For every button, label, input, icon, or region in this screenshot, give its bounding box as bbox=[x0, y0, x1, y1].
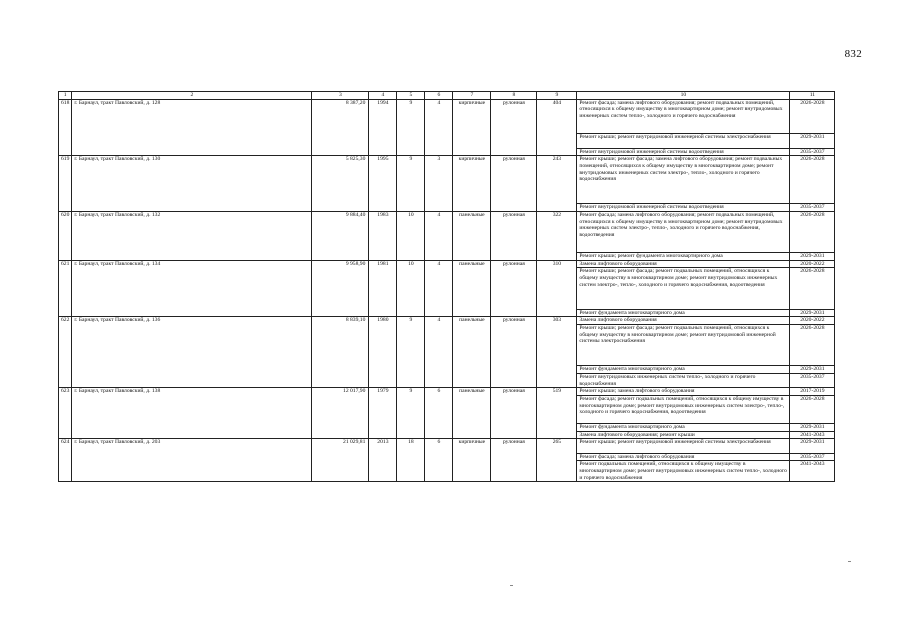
work-description: Замена лифтового оборудования bbox=[577, 260, 790, 268]
year-cell: 1981 bbox=[369, 260, 397, 317]
row-number: 621 bbox=[59, 260, 72, 317]
work-description: Ремонт крыши; ремонт фасада; ремонт подвальных помещений, относящихся к общему имуществу в многоквартирном доме; ремонт внутридомовых инженерных систем электро-, тепло-, холодного и горячего водоснабжения, водоотведения bbox=[577, 268, 790, 309]
work-period: 2026-2028 bbox=[790, 325, 835, 366]
walls-cell: панельные bbox=[453, 317, 491, 388]
work-period: 2029-2031 bbox=[790, 253, 835, 261]
entrances-cell: 4 bbox=[425, 260, 453, 317]
apartments-cell: 322 bbox=[537, 211, 577, 260]
roof-cell: рулонная bbox=[491, 156, 537, 212]
scan-mark bbox=[848, 561, 851, 562]
apartments-cell: 310 bbox=[537, 260, 577, 317]
roof-cell: рулонная bbox=[491, 317, 537, 388]
table-row bbox=[59, 388, 835, 396]
year-cell: 1994 bbox=[369, 99, 397, 156]
row-number: 624 bbox=[59, 439, 72, 482]
col-header: 7 bbox=[453, 92, 491, 100]
walls-cell: кирпичные bbox=[453, 99, 491, 156]
entrances-cell: 4 bbox=[425, 211, 453, 260]
work-description: Ремонт крыши; ремонт фасада; замена лифтового оборудования; ремонт подвальных помещений, относящихся к общему имуществу в многоквартирном доме; ремонт внутридомовых инженерных систем электро-, тепло-, холодного и горячего водоснабжения bbox=[577, 156, 790, 204]
address-cell: г. Барнаул, тракт Павловский, д. 136 bbox=[72, 317, 312, 388]
work-description: Ремонт крыши; ремонт фасада; ремонт подвальных помещений, относящихся к общему имуществу в многоквартирном доме; ремонт внутридомовой инженерной системы электроснабжения bbox=[577, 325, 790, 366]
table-row bbox=[59, 439, 835, 453]
apartments-cell: 404 bbox=[537, 99, 577, 156]
area-cell: 9 958,90 bbox=[312, 260, 369, 317]
walls-cell: кирпичные bbox=[453, 156, 491, 212]
work-description: Ремонт фасада; замена лифтового оборудования bbox=[577, 453, 790, 461]
col-header: 8 bbox=[491, 92, 537, 100]
col-header: 11 bbox=[790, 92, 835, 100]
year-cell: 1980 bbox=[369, 317, 397, 388]
area-cell: 12 017,90 bbox=[312, 388, 369, 439]
roof-cell: рулонная bbox=[491, 260, 537, 317]
work-period: 2026-2028 bbox=[790, 99, 835, 134]
work-period: 2026-2028 bbox=[790, 211, 835, 252]
entrances-cell: 6 bbox=[425, 388, 453, 439]
work-period: 2029-2031 bbox=[790, 309, 835, 317]
work-description: Ремонт фундамента многоквартирного дома bbox=[577, 366, 790, 374]
page-number: 832 bbox=[844, 48, 862, 60]
roof-cell: рулонная bbox=[491, 211, 537, 260]
col-header: 5 bbox=[397, 92, 425, 100]
roof-cell: рулонная bbox=[491, 388, 537, 439]
area-cell: 5 825,30 bbox=[312, 156, 369, 212]
roof-cell: рулонная bbox=[491, 99, 537, 156]
table-row bbox=[59, 211, 835, 252]
roof-cell: рулонная bbox=[491, 439, 537, 482]
walls-cell: панельные bbox=[453, 388, 491, 439]
floors-cell: 10 bbox=[397, 211, 425, 260]
row-number: 620 bbox=[59, 211, 72, 260]
apartments-cell: 243 bbox=[537, 156, 577, 212]
work-description: Ремонт фасада; замена лифтового оборудования; ремонт подвальных помещений, относящихся к общему имуществу в многоквартирном доме; ремонт внутридомовых инженерных систем тепло-, холодного и горячего водоснабжения bbox=[577, 99, 790, 134]
col-header: 2 bbox=[72, 92, 312, 100]
col-header: 3 bbox=[312, 92, 369, 100]
work-period: 2035-2037 bbox=[790, 453, 835, 461]
floors-cell: 9 bbox=[397, 317, 425, 388]
table-wrapper bbox=[58, 91, 835, 482]
table-row bbox=[59, 317, 835, 325]
area-cell: 8 387,20 bbox=[312, 99, 369, 156]
work-period: 2035-2037 bbox=[790, 204, 835, 212]
work-description: Ремонт фундамента многоквартирного дома bbox=[577, 309, 790, 317]
floors-cell: 9 bbox=[397, 156, 425, 212]
scan-mark bbox=[510, 585, 513, 586]
work-period: 2029-2031 bbox=[790, 134, 835, 148]
work-description: Ремонт внутридомовой инженерной системы водоотведения bbox=[577, 204, 790, 212]
entrances-cell: 4 bbox=[425, 99, 453, 156]
work-period: 2035-2037 bbox=[790, 148, 835, 156]
work-period: 2026-2028 bbox=[790, 396, 835, 424]
work-period: 2017-2019 bbox=[790, 388, 835, 396]
address-cell: г. Барнаул, тракт Павловский, д. 138 bbox=[72, 388, 312, 439]
year-cell: 2013 bbox=[369, 439, 397, 482]
entrances-cell: 3 bbox=[425, 156, 453, 212]
work-period: 2035-2037 bbox=[790, 373, 835, 387]
row-number: 618 bbox=[59, 99, 72, 156]
address-cell: г. Барнаул, тракт Павловский, д. 128 bbox=[72, 99, 312, 156]
col-header: 10 bbox=[577, 92, 790, 100]
col-header: 9 bbox=[537, 92, 577, 100]
work-period: 2029-2031 bbox=[790, 366, 835, 374]
work-description: Ремонт подвальных помещений, относящихся к общему имуществу в многоквартирном доме; ремонт внутридомовых инженерных систем тепло-, холодного и горячего водоснабжения bbox=[577, 461, 790, 482]
table-row bbox=[59, 260, 835, 268]
year-cell: 1983 bbox=[369, 211, 397, 260]
address-cell: г. Барнаул, тракт Павловский, д. 134 bbox=[72, 260, 312, 317]
floors-cell: 9 bbox=[397, 388, 425, 439]
walls-cell: кирпичные bbox=[453, 439, 491, 482]
work-period: 2020-2022 bbox=[790, 317, 835, 325]
col-header: 4 bbox=[369, 92, 397, 100]
apartments-cell: 303 bbox=[537, 317, 577, 388]
work-description: Ремонт фасада; замена лифтового оборудования; ремонт подвальных помещений, относящихся к общему имуществу в многоквартирном доме; ремонт внутридомовых инженерных систем электро-, тепло-, холодного и горячего водоснабжения, водоотведения bbox=[577, 211, 790, 252]
work-description: Замена лифтового оборудования bbox=[577, 317, 790, 325]
entrances-cell: 6 bbox=[425, 439, 453, 482]
work-period: 2029-2031 bbox=[790, 439, 835, 453]
year-cell: 1995 bbox=[369, 156, 397, 212]
work-description: Замена лифтового оборудования; ремонт крыши bbox=[577, 431, 790, 439]
work-period: 2026-2028 bbox=[790, 156, 835, 204]
address-cell: г. Барнаул, тракт Павловский, д. 132 bbox=[72, 211, 312, 260]
area-cell: 9 884,40 bbox=[312, 211, 369, 260]
work-description: Ремонт внутридомовых инженерных систем тепло-, холодного и горячего водоснабжения bbox=[577, 373, 790, 387]
row-number: 619 bbox=[59, 156, 72, 212]
row-number: 623 bbox=[59, 388, 72, 439]
year-cell: 1979 bbox=[369, 388, 397, 439]
capital-repair-table bbox=[58, 91, 835, 482]
work-description: Ремонт крыши; ремонт внутридомовой инженерной системы электроснабжения bbox=[577, 439, 790, 453]
header-row bbox=[59, 92, 835, 100]
address-cell: г. Барнаул, тракт Павловский, д. 130 bbox=[72, 156, 312, 212]
work-description: Ремонт внутридомовой инженерной системы водоотведения bbox=[577, 148, 790, 156]
work-description: Ремонт фасада; ремонт подвальных помещений, относящихся к общему имуществу в многоквартирном доме; ремонт внутридомовых инженерных систем электро-, тепло-, холодного и горячего водоснабжения, водоотведения bbox=[577, 396, 790, 424]
table-row bbox=[59, 99, 835, 134]
walls-cell: панельные bbox=[453, 211, 491, 260]
floors-cell: 10 bbox=[397, 260, 425, 317]
work-description: Ремонт фундамента многоквартирного дома bbox=[577, 423, 790, 431]
col-header: 6 bbox=[425, 92, 453, 100]
area-cell: 21 029,81 bbox=[312, 439, 369, 482]
area-cell: 8 839,10 bbox=[312, 317, 369, 388]
work-period: 2041-2043 bbox=[790, 461, 835, 482]
work-period: 2041-2043 bbox=[790, 431, 835, 439]
walls-cell: панельные bbox=[453, 260, 491, 317]
work-description: Ремонт крыши; ремонт фундамента многоквартирного дома bbox=[577, 253, 790, 261]
work-period: 2029-2031 bbox=[790, 423, 835, 431]
floors-cell: 18 bbox=[397, 439, 425, 482]
apartments-cell: 519 bbox=[537, 388, 577, 439]
entrances-cell: 4 bbox=[425, 317, 453, 388]
work-description: Ремонт крыши; ремонт внутридомовой инженерной системы электроснабжения bbox=[577, 134, 790, 148]
work-period: 2020-2022 bbox=[790, 260, 835, 268]
col-header: 1 bbox=[59, 92, 72, 100]
table-row bbox=[59, 156, 835, 204]
floors-cell: 9 bbox=[397, 99, 425, 156]
work-description: Ремонт крыши; замена лифтового оборудования bbox=[577, 388, 790, 396]
work-period: 2026-2028 bbox=[790, 268, 835, 309]
apartments-cell: 265 bbox=[537, 439, 577, 482]
address-cell: г. Барнаул, тракт Павловский, д. 203 bbox=[72, 439, 312, 482]
row-number: 622 bbox=[59, 317, 72, 388]
